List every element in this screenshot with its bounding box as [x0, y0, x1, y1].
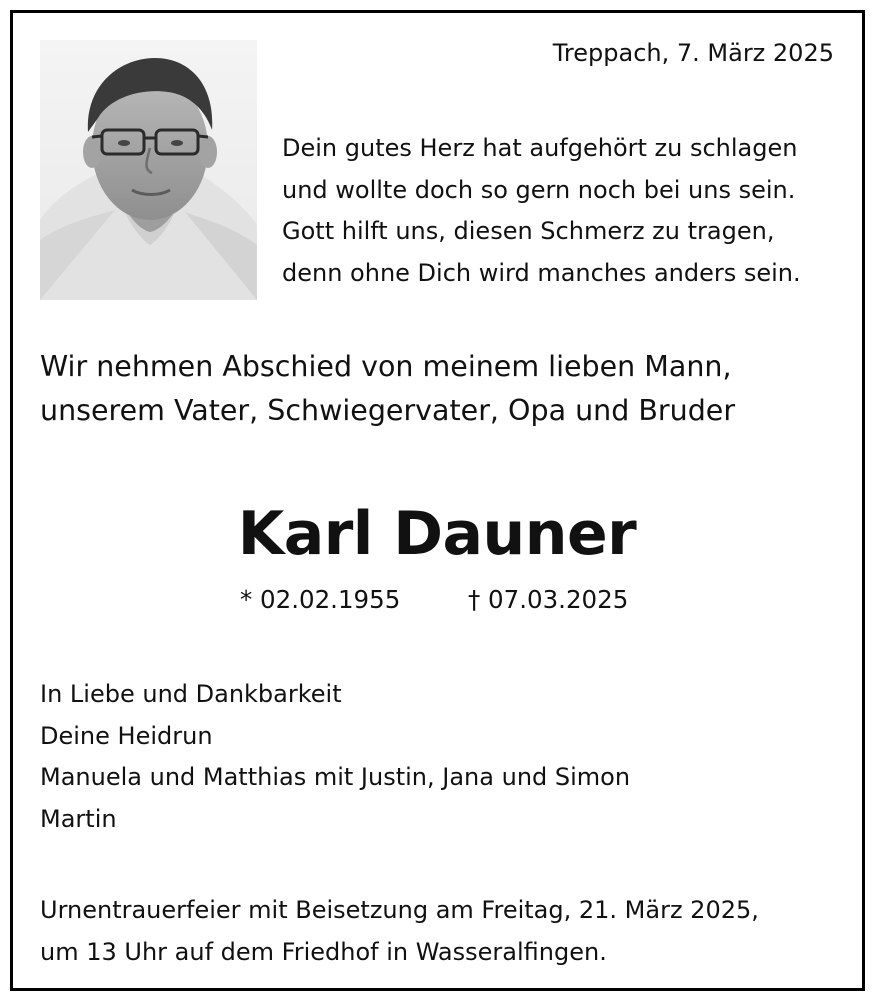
portrait-photo [40, 40, 257, 300]
place-date: Treppach, 7. März 2025 [552, 39, 834, 67]
farewell-line: unserem Vater, Schwiegervater, Opa und Bruder [40, 394, 736, 427]
poem-line: Gott hilft uns, diesen Schmerz zu tragen, [282, 217, 775, 245]
poem-line: Dein gutes Herz hat aufgehört zu schlagen [282, 134, 798, 162]
deceased-name: Karl Dauner [237, 499, 637, 569]
mourner-line: Manuela und Matthias mit Justin, Jana und Simon [40, 763, 631, 791]
mourner-line: In Liebe und Dankbarkeit [40, 680, 342, 708]
mourner-line: Martin [40, 804, 117, 833]
service-line: um 13 Uhr auf dem Friedhof in Wasseralfingen. [40, 937, 607, 966]
poem-line: denn ohne Dich wird manches anders sein. [282, 258, 801, 287]
farewell-line: Wir nehmen Abschied von meinem lieben Mann, [40, 350, 732, 383]
poem [282, 128, 801, 294]
poem-line: und wollte doch so gern noch bei uns sein. [282, 175, 796, 204]
mourner-line: Deine Heidrun [40, 721, 213, 750]
farewell-statement [40, 345, 735, 433]
portrait-illustration [40, 40, 257, 300]
death-date: † 07.03.2025 [468, 585, 629, 614]
mourners-list [40, 674, 630, 840]
service-line: Urnentrauerfeier mit Beisetzung am Freitag, 21. März 2025, [40, 896, 759, 924]
birth-date: * 02.02.1955 [240, 585, 401, 614]
service-details [40, 890, 759, 973]
